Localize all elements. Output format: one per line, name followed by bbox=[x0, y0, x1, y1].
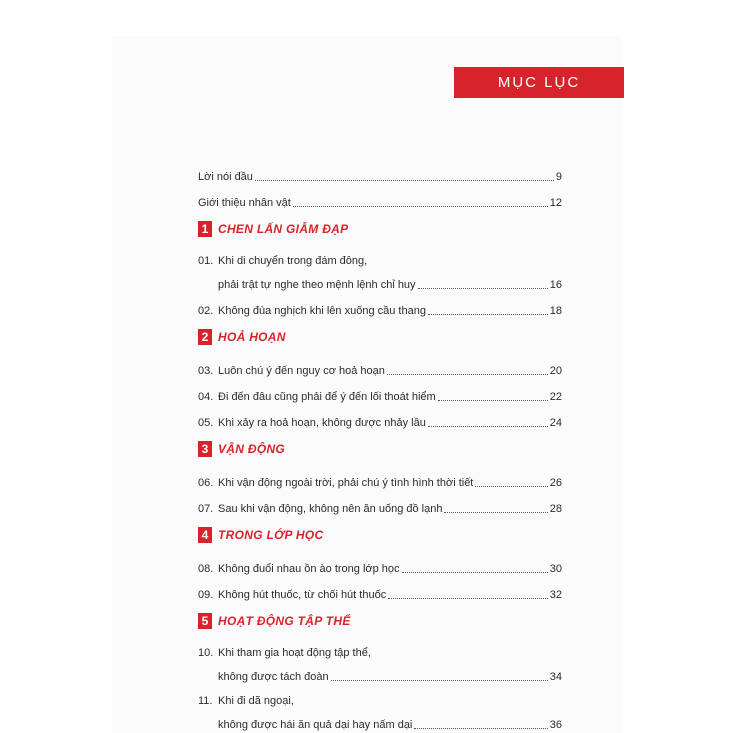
entry-text: Không hút thuốc, từ chối hút thuốc bbox=[218, 589, 387, 601]
entry-text: Khi di chuyển trong đám đông, bbox=[218, 255, 368, 267]
toc-entry[interactable] bbox=[198, 464, 562, 490]
dot-leader bbox=[475, 486, 547, 487]
entry-page-number: 12 bbox=[549, 197, 562, 209]
entry-text: Đi đến đâu cũng phải để ý đến lối thoát hiểm bbox=[218, 391, 436, 403]
toc-entry[interactable] bbox=[198, 576, 562, 602]
toc-entry[interactable] bbox=[198, 550, 562, 576]
section-heading bbox=[198, 216, 562, 242]
entry-number: 08. bbox=[198, 563, 214, 575]
entry-page-number: 24 bbox=[549, 417, 562, 429]
entry-page-number: 36 bbox=[549, 719, 562, 731]
toc-entry[interactable] bbox=[198, 684, 562, 708]
entry-number: 03. bbox=[198, 365, 214, 377]
dot-leader bbox=[444, 512, 547, 513]
section-number-badge: 3 bbox=[198, 441, 212, 457]
entry-text: Giới thiệu nhân vật bbox=[198, 197, 291, 209]
entry-page-number: 28 bbox=[549, 503, 562, 515]
dot-leader bbox=[428, 314, 548, 315]
entry-page-number: 26 bbox=[549, 477, 562, 489]
toc-entry[interactable] bbox=[198, 292, 562, 318]
dot-leader bbox=[255, 180, 554, 181]
section-title: HOẠT ĐỘNG TẬP THỂ bbox=[218, 614, 351, 628]
entry-text: Không đùa nghịch khi lên xuống cầu thang bbox=[218, 305, 426, 317]
entry-page-number: 18 bbox=[549, 305, 562, 317]
entry-number: 07. bbox=[198, 503, 214, 515]
dot-leader bbox=[387, 374, 548, 375]
entry-number: 10. bbox=[198, 647, 214, 659]
toc-entry[interactable] bbox=[198, 158, 562, 184]
entry-text: Sau khi vận động, không nên ăn uống đồ lạnh bbox=[218, 503, 443, 515]
dot-leader bbox=[414, 728, 547, 729]
dot-leader bbox=[331, 680, 548, 681]
entry-text: Lời nói đầu bbox=[198, 171, 253, 183]
section-title: HOẢ HOẠN bbox=[218, 330, 286, 344]
dot-leader bbox=[418, 288, 548, 289]
toc-entry-continuation[interactable] bbox=[198, 708, 562, 732]
entry-text: Khi xảy ra hoả hoạn, không được nhảy lầu bbox=[218, 417, 426, 429]
entry-page-number: 20 bbox=[549, 365, 562, 377]
entry-text: Khi vận động ngoài trời, phải chú ý tình hình thời tiết bbox=[218, 477, 474, 489]
toc-entry[interactable] bbox=[198, 378, 562, 404]
section-title: TRONG LỚP HỌC bbox=[218, 528, 324, 542]
toc-entry[interactable] bbox=[198, 352, 562, 378]
entry-number: 05. bbox=[198, 417, 214, 429]
toc-entry[interactable] bbox=[198, 404, 562, 430]
entry-page-number: 22 bbox=[549, 391, 562, 403]
entry-number: 04. bbox=[198, 391, 214, 403]
section-number-badge: 2 bbox=[198, 329, 212, 345]
entry-number: 02. bbox=[198, 305, 214, 317]
section-number-badge: 4 bbox=[198, 527, 212, 543]
dot-leader bbox=[402, 572, 548, 573]
section-title: VẬN ĐỘNG bbox=[218, 442, 286, 456]
entry-text: không được hái ăn quả dại hay nấm dại bbox=[218, 719, 413, 731]
dot-leader bbox=[438, 400, 548, 401]
entry-page-number: 32 bbox=[549, 589, 562, 601]
dot-leader bbox=[428, 426, 548, 427]
dot-leader bbox=[388, 598, 548, 599]
toc-entry[interactable] bbox=[198, 636, 562, 660]
toc-entry-continuation[interactable] bbox=[198, 268, 562, 292]
toc-entry[interactable] bbox=[198, 490, 562, 516]
entry-page-number: 9 bbox=[555, 171, 562, 183]
entry-text: phải trật tự nghe theo mệnh lệnh chỉ huy bbox=[218, 279, 416, 291]
toc-title bbox=[454, 67, 624, 98]
entry-page-number: 16 bbox=[549, 279, 562, 291]
table-of-contents bbox=[198, 158, 562, 732]
entry-number: 01. bbox=[198, 255, 214, 267]
toc-entry-continuation[interactable] bbox=[198, 660, 562, 684]
entry-page-number: 34 bbox=[549, 671, 562, 683]
entry-number: 06. bbox=[198, 477, 214, 489]
toc-title-text: MỤC LỤC bbox=[497, 74, 581, 91]
entry-text: Khi đi dã ngoại, bbox=[218, 695, 294, 707]
entry-text: không được tách đoàn bbox=[218, 671, 329, 683]
entry-text: Không đuổi nhau ồn ào trong lớp học bbox=[218, 563, 400, 575]
entry-page-number: 30 bbox=[549, 563, 562, 575]
entry-text: Luôn chú ý đến nguy cơ hoả hoạn bbox=[218, 365, 385, 377]
entry-text: Khi tham gia hoạt động tập thể, bbox=[218, 647, 371, 659]
section-heading bbox=[198, 522, 562, 548]
entry-number: 09. bbox=[198, 589, 214, 601]
entry-number: 11. bbox=[198, 695, 213, 707]
section-title: CHEN LẤN GIẪM ĐẠP bbox=[218, 222, 349, 236]
toc-entry[interactable] bbox=[198, 184, 562, 210]
dot-leader bbox=[293, 206, 548, 207]
section-number-badge: 5 bbox=[198, 613, 212, 629]
section-heading bbox=[198, 436, 562, 462]
section-heading bbox=[198, 324, 562, 350]
toc-entry[interactable] bbox=[198, 244, 562, 268]
section-number-badge: 1 bbox=[198, 221, 212, 237]
section-heading bbox=[198, 608, 562, 634]
